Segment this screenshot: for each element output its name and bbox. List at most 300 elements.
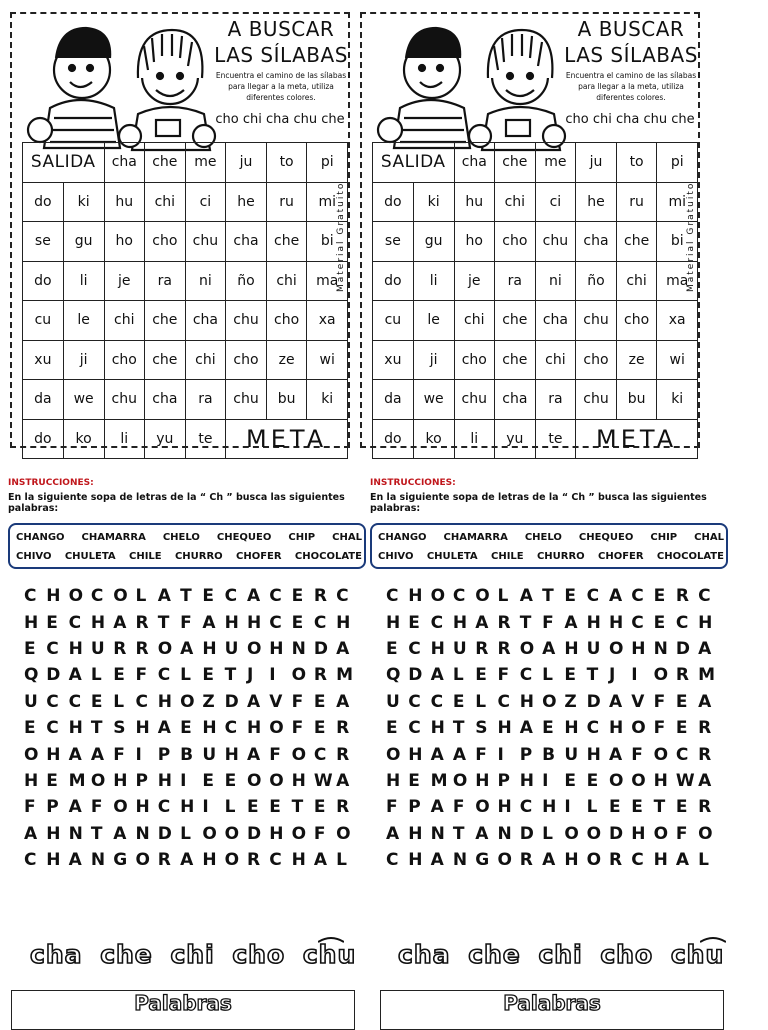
letter-cell: O bbox=[336, 823, 351, 844]
letter-cell: A bbox=[313, 850, 328, 871]
word-item: CHILE bbox=[128, 551, 162, 562]
instructions-text: En la siguiente sopa de letras de la “ Ch ” busca las siguientes palabras: bbox=[8, 492, 345, 514]
letter-cell: O bbox=[202, 823, 217, 844]
letter-cell: E bbox=[224, 770, 237, 791]
letter-cell: A bbox=[113, 612, 127, 633]
letter-cell: O bbox=[246, 638, 262, 659]
maze-cell: ño bbox=[576, 261, 617, 301]
title-line-2: LAS SÍLABAS bbox=[214, 43, 348, 67]
letter-cell: O bbox=[586, 823, 602, 844]
letter-cell: O bbox=[653, 823, 669, 844]
word-item: CHURRO bbox=[174, 551, 223, 562]
letter-cell: E bbox=[631, 797, 643, 818]
maze-cell: li bbox=[63, 261, 104, 301]
letter-cell: F bbox=[113, 744, 125, 765]
letter-cell: I bbox=[202, 797, 209, 818]
letter-cell: O bbox=[113, 797, 128, 818]
letter-cell: E bbox=[202, 770, 214, 791]
maze-cell: chu bbox=[226, 301, 267, 341]
letter-cell: H bbox=[698, 612, 713, 633]
letter-cell: N bbox=[430, 823, 445, 844]
maze-cell: ki bbox=[63, 182, 104, 222]
word-search-right bbox=[370, 478, 738, 873]
side-label: Material Gratuito bbox=[336, 181, 346, 292]
letter-cell: C bbox=[46, 691, 59, 712]
maze-cell: bu bbox=[266, 380, 307, 420]
letter-cell: U bbox=[586, 638, 601, 659]
letter-grid bbox=[386, 583, 738, 873]
letter-cell: A bbox=[68, 797, 82, 818]
maze-cell: cu bbox=[23, 301, 64, 341]
letter-cell: L bbox=[698, 850, 709, 871]
maze-cell: do bbox=[23, 182, 64, 222]
maze-cell: ru bbox=[266, 182, 307, 222]
letter-cell: H bbox=[408, 850, 423, 871]
letter-cell: A bbox=[246, 586, 261, 607]
word-list-row bbox=[16, 551, 362, 562]
maze-cell: do bbox=[23, 419, 64, 459]
letter-cell: F bbox=[180, 612, 192, 633]
letter-cell: C bbox=[586, 586, 600, 607]
letter-cell: D bbox=[675, 638, 690, 659]
maze-cell: che bbox=[145, 301, 186, 341]
word-list-row bbox=[378, 532, 724, 543]
maze-cell: te bbox=[185, 419, 226, 459]
letter-cell: R bbox=[675, 586, 689, 607]
maze-cell: me bbox=[185, 143, 226, 183]
maze-cell: ju bbox=[226, 143, 267, 183]
maze-cell: xu bbox=[23, 340, 64, 380]
letter-cell: I bbox=[564, 797, 571, 818]
maze-goal-cell: META bbox=[576, 419, 698, 459]
letter-cell: D bbox=[519, 823, 534, 844]
letter-cell: A bbox=[452, 744, 467, 765]
letter-cell: L bbox=[180, 665, 191, 686]
letter-cell: E bbox=[246, 797, 259, 818]
maze-cell: do bbox=[373, 261, 414, 301]
words-box-label: Palabras bbox=[11, 990, 355, 1030]
letter-row bbox=[386, 715, 738, 741]
letter-cell: H bbox=[386, 612, 401, 633]
maze-cell: ni bbox=[535, 261, 576, 301]
maze-cell: ma bbox=[307, 261, 348, 301]
letter-cell: N bbox=[653, 638, 668, 659]
maze-cell: che bbox=[495, 143, 536, 183]
instructions-heading: INSTRUCCIONES: bbox=[8, 478, 94, 488]
letter-row bbox=[386, 609, 738, 635]
letter-cell: H bbox=[24, 612, 39, 633]
maze-cell: pi bbox=[657, 143, 698, 183]
maze-row bbox=[23, 182, 348, 222]
maze-cell: te bbox=[535, 419, 576, 459]
maze-cell: mi bbox=[307, 182, 348, 222]
letter-cell: F bbox=[653, 718, 666, 739]
maze-cell: ho bbox=[454, 222, 495, 262]
letter-cell: E bbox=[291, 612, 304, 633]
letter-cell: O bbox=[608, 638, 624, 659]
letter-cell: E bbox=[202, 665, 214, 686]
maze-row bbox=[23, 340, 348, 380]
maze-cell: ki bbox=[413, 182, 454, 222]
letter-cell: L bbox=[475, 691, 487, 712]
maze-cell: hu bbox=[454, 182, 495, 222]
maze-row bbox=[373, 182, 698, 222]
maze-cell: ño bbox=[226, 261, 267, 301]
letter-cell: H bbox=[269, 823, 284, 844]
word-item: CHULETA bbox=[426, 551, 478, 562]
maze-cell: ji bbox=[63, 340, 104, 380]
maze-cell: da bbox=[373, 380, 414, 420]
letter-cell: R bbox=[675, 665, 689, 686]
word-item: CHEQUEO bbox=[216, 532, 272, 543]
word-item: CHIVO bbox=[378, 551, 414, 562]
letter-cell: C bbox=[336, 586, 349, 607]
letter-row bbox=[386, 636, 738, 662]
letter-row bbox=[386, 821, 738, 847]
letter-cell: H bbox=[631, 823, 646, 844]
letter-cell: F bbox=[386, 797, 398, 818]
maze-row bbox=[373, 222, 698, 262]
letter-cell: F bbox=[653, 691, 666, 712]
letter-cell: T bbox=[90, 823, 103, 844]
letter-cell: C bbox=[408, 638, 421, 659]
letter-cell: C bbox=[224, 586, 238, 607]
maze-cell: pi bbox=[307, 143, 348, 183]
letter-cell: R bbox=[135, 638, 149, 659]
letter-cell: H bbox=[202, 850, 217, 871]
maze-cell: mi bbox=[657, 182, 698, 222]
maze-cell: cho bbox=[495, 222, 536, 262]
letter-cell: E bbox=[202, 586, 214, 607]
letter-cell: Q bbox=[386, 665, 401, 686]
letter-cell: E bbox=[46, 770, 58, 791]
maze-cell: chi bbox=[266, 261, 307, 301]
letter-cell: O bbox=[291, 744, 307, 765]
letter-cell: H bbox=[631, 638, 646, 659]
letter-cell: T bbox=[542, 586, 554, 607]
letter-cell: F bbox=[291, 691, 304, 712]
maze-cell: cha bbox=[576, 222, 617, 262]
maze-cell: cho bbox=[226, 340, 267, 380]
letter-cell: T bbox=[180, 586, 192, 607]
letter-cell: L bbox=[113, 691, 125, 712]
letter-cell: D bbox=[46, 665, 61, 686]
letter-cell: A bbox=[68, 744, 82, 765]
letter-cell: O bbox=[475, 797, 490, 818]
letter-cell: H bbox=[408, 744, 423, 765]
letter-cell: E bbox=[24, 638, 36, 659]
maze-cell: cho bbox=[454, 340, 495, 380]
letter-cell: V bbox=[631, 691, 645, 712]
letter-cell: U bbox=[224, 638, 239, 659]
title-line-1: A BUSCAR bbox=[227, 17, 335, 41]
letter-cell: U bbox=[202, 744, 217, 765]
maze-instructions: Encuentra el camino de las sílabas para llegar a la meta, utiliza diferentes colores. bbox=[565, 71, 697, 102]
maze-cell: cha bbox=[226, 222, 267, 262]
letter-cell: E bbox=[24, 718, 36, 739]
maze-cell: ra bbox=[495, 261, 536, 301]
letter-cell: L bbox=[336, 850, 347, 871]
letter-cell: H bbox=[653, 770, 668, 791]
letter-cell: U bbox=[452, 638, 467, 659]
maze-cell: hu bbox=[104, 182, 145, 222]
word-item: CHOCOLATE bbox=[656, 551, 724, 562]
letter-cell: A bbox=[68, 850, 82, 871]
letter-cell: O bbox=[475, 586, 490, 607]
letter-cell: A bbox=[246, 691, 261, 712]
maze-cell: chi bbox=[454, 301, 495, 341]
letter-cell: S bbox=[113, 718, 126, 739]
maze-syllables: cho chi cha chu che bbox=[565, 112, 695, 127]
letter-row bbox=[386, 689, 738, 715]
maze-cell: che bbox=[495, 301, 536, 341]
letter-cell: H bbox=[46, 823, 61, 844]
letter-cell: A bbox=[68, 665, 82, 686]
letter-cell: W bbox=[313, 770, 333, 791]
letter-cell: F bbox=[269, 744, 281, 765]
letter-cell: R bbox=[135, 612, 149, 633]
letter-cell: A bbox=[386, 823, 400, 844]
maze-start-cell: SALIDA bbox=[23, 143, 105, 183]
letter-cell: E bbox=[313, 691, 326, 712]
letter-cell: A bbox=[90, 744, 105, 765]
letter-cell: A bbox=[475, 823, 489, 844]
letter-cell: N bbox=[452, 850, 468, 871]
maze-cell: se bbox=[23, 222, 64, 262]
letter-cell: H bbox=[430, 718, 445, 739]
letter-cell: H bbox=[608, 718, 624, 739]
letter-cell: H bbox=[519, 770, 535, 791]
letter-cell: A bbox=[698, 638, 712, 659]
letter-cell: E bbox=[180, 718, 192, 739]
maze-syllables: cho chi cha chu che bbox=[215, 112, 345, 127]
letter-cell: A bbox=[519, 718, 533, 739]
letter-cell: D bbox=[608, 823, 624, 844]
maze-cell: li bbox=[413, 261, 454, 301]
letter-cell: I bbox=[135, 744, 142, 765]
letter-cell: C bbox=[386, 586, 399, 607]
maze-cell: do bbox=[373, 182, 414, 222]
letter-cell: C bbox=[313, 744, 327, 765]
letter-cell: C bbox=[519, 665, 533, 686]
letter-cell: A bbox=[336, 638, 350, 659]
letter-cell: A bbox=[608, 586, 623, 607]
letter-row bbox=[24, 609, 376, 635]
letter-cell: H bbox=[113, 770, 128, 791]
letter-cell: R bbox=[313, 665, 327, 686]
letter-cell: H bbox=[46, 850, 61, 871]
letter-cell: E bbox=[475, 665, 487, 686]
maze-cell: we bbox=[413, 380, 454, 420]
letter-cell: J bbox=[608, 665, 616, 686]
letter-cell: A bbox=[430, 744, 444, 765]
letter-cell: R bbox=[519, 850, 533, 871]
maze-cell: we bbox=[63, 380, 104, 420]
maze-worksheet-left bbox=[10, 12, 350, 453]
letter-cell: H bbox=[408, 823, 423, 844]
letter-cell: L bbox=[452, 665, 464, 686]
letter-row bbox=[24, 794, 376, 820]
letter-cell: H bbox=[68, 638, 83, 659]
letter-cell: C bbox=[24, 586, 37, 607]
maze-cell: he bbox=[576, 182, 617, 222]
maze-cell: cha bbox=[185, 301, 226, 341]
letter-cell: H bbox=[291, 770, 306, 791]
maze-cell: cha bbox=[454, 143, 495, 183]
letter-cell: A bbox=[698, 770, 712, 791]
word-item: CHIVO bbox=[16, 551, 52, 562]
letter-cell: H bbox=[68, 718, 83, 739]
letter-cell: O bbox=[452, 770, 468, 791]
maze-cell: bi bbox=[657, 222, 698, 262]
letter-cell: C bbox=[157, 797, 171, 818]
maze-cell: ni bbox=[185, 261, 226, 301]
letter-cell: C bbox=[46, 638, 59, 659]
word-item: CHURRO bbox=[536, 551, 585, 562]
maze-row bbox=[23, 380, 348, 420]
maze-cell: che bbox=[495, 340, 536, 380]
letter-cell: F bbox=[24, 797, 36, 818]
maze-cell: chi bbox=[616, 261, 657, 301]
letter-cell: L bbox=[497, 586, 509, 607]
maze-cell: cho bbox=[266, 301, 307, 341]
letter-cell: O bbox=[586, 850, 602, 871]
letter-cell: A bbox=[430, 850, 444, 871]
maze-goal-cell: META bbox=[226, 419, 348, 459]
maze-cell: che bbox=[266, 222, 307, 262]
letter-row bbox=[386, 583, 738, 609]
letter-cell: H bbox=[46, 586, 61, 607]
syllables-heading: cha che chi cho chu bbox=[398, 940, 725, 969]
maze-cell: xa bbox=[657, 301, 698, 341]
syllables-heading: cha che chi cho chu bbox=[30, 940, 357, 969]
letter-cell: A bbox=[675, 850, 690, 871]
maze-cell: chi bbox=[185, 340, 226, 380]
side-label: Material Gratuito bbox=[686, 181, 696, 292]
maze-cell: chi bbox=[495, 182, 536, 222]
word-item: CHANGO bbox=[16, 532, 65, 543]
letter-cell: M bbox=[336, 665, 354, 686]
letter-cell: O bbox=[653, 665, 669, 686]
letter-cell: C bbox=[631, 850, 644, 871]
letter-cell: L bbox=[586, 797, 598, 818]
maze-grid bbox=[372, 142, 698, 459]
maze-cell: gu bbox=[413, 222, 454, 262]
letter-cell: H bbox=[497, 797, 512, 818]
maze-cell: ki bbox=[307, 380, 348, 420]
maze-cell: cha bbox=[104, 143, 145, 183]
letter-cell: H bbox=[157, 770, 173, 791]
letter-cell: H bbox=[224, 612, 239, 633]
maze-row bbox=[23, 143, 348, 183]
maze-cell: ra bbox=[185, 380, 226, 420]
letter-cell: B bbox=[542, 744, 556, 765]
letter-cell: E bbox=[608, 797, 621, 818]
maze-cell: wi bbox=[657, 340, 698, 380]
word-item: CHOFER bbox=[598, 551, 644, 562]
word-item: CHAL bbox=[694, 532, 724, 543]
letter-cell: L bbox=[135, 586, 147, 607]
maze-cell: cha bbox=[145, 380, 186, 420]
letter-cell: R bbox=[113, 638, 127, 659]
letter-cell: L bbox=[542, 665, 553, 686]
letter-cell: O bbox=[519, 638, 535, 659]
letter-cell: H bbox=[135, 718, 150, 739]
letter-row bbox=[386, 768, 738, 794]
maze-cell: je bbox=[454, 261, 495, 301]
letter-cell: R bbox=[336, 718, 350, 739]
maze-row bbox=[373, 261, 698, 301]
maze-cell: cho bbox=[616, 301, 657, 341]
letter-cell: C bbox=[24, 850, 37, 871]
letter-cell: E bbox=[452, 691, 465, 712]
letter-cell: C bbox=[430, 691, 444, 712]
letter-cell: T bbox=[586, 665, 599, 686]
maze-cell: me bbox=[535, 143, 576, 183]
letter-cell: O bbox=[497, 850, 512, 871]
title-line-1: A BUSCAR bbox=[577, 17, 685, 41]
maze-cell: xa bbox=[307, 301, 348, 341]
maze-cell: chu bbox=[535, 222, 576, 262]
letter-cell: E bbox=[46, 612, 58, 633]
maze-cell: cu bbox=[373, 301, 414, 341]
letter-cell: H bbox=[564, 850, 579, 871]
letter-cell: A bbox=[608, 691, 623, 712]
letter-cell: F bbox=[631, 744, 643, 765]
letter-cell: F bbox=[452, 797, 465, 818]
letter-cell: A bbox=[698, 691, 712, 712]
letter-cell: T bbox=[519, 612, 532, 633]
letter-cell: C bbox=[586, 718, 600, 739]
letter-cell: E bbox=[291, 586, 304, 607]
letter-cell: O bbox=[291, 823, 307, 844]
letter-cell: B bbox=[180, 744, 194, 765]
maze-cell: chi bbox=[535, 340, 576, 380]
maze-cell: chu bbox=[185, 222, 226, 262]
maze-cell: chi bbox=[145, 182, 186, 222]
maze-cell: ra bbox=[535, 380, 576, 420]
letter-cell: H bbox=[246, 612, 262, 633]
letter-cell: P bbox=[497, 770, 510, 791]
letter-cell: O bbox=[430, 586, 446, 607]
maze-cell: da bbox=[23, 380, 64, 420]
letter-cell: H bbox=[180, 797, 195, 818]
maze-cell: ji bbox=[413, 340, 454, 380]
word-item: CHEQUEO bbox=[578, 532, 634, 543]
maze-cell: wi bbox=[307, 340, 348, 380]
instructions-text: En la siguiente sopa de letras de la “ Ch ” busca las siguientes palabras: bbox=[370, 492, 707, 514]
maze-cell: do bbox=[373, 419, 414, 459]
maze-start-cell: SALIDA bbox=[373, 143, 455, 183]
letter-cell: I bbox=[269, 665, 276, 686]
letter-cell: H bbox=[202, 718, 217, 739]
letter-cell: C bbox=[675, 612, 689, 633]
letter-cell: E bbox=[564, 770, 576, 791]
letter-cell: O bbox=[246, 770, 262, 791]
letter-cell: A bbox=[157, 718, 171, 739]
letter-cell: A bbox=[202, 612, 216, 633]
letter-cell: Q bbox=[24, 665, 39, 686]
letter-cell: R bbox=[698, 797, 712, 818]
maze-cell: cho bbox=[104, 340, 145, 380]
letter-cell: O bbox=[631, 770, 646, 791]
letter-cell: R bbox=[698, 718, 712, 739]
word-item: CHELO bbox=[524, 532, 562, 543]
letter-cell: O bbox=[698, 823, 713, 844]
letter-cell: E bbox=[586, 770, 599, 791]
letter-row bbox=[24, 821, 376, 847]
letter-cell: H bbox=[90, 612, 106, 633]
